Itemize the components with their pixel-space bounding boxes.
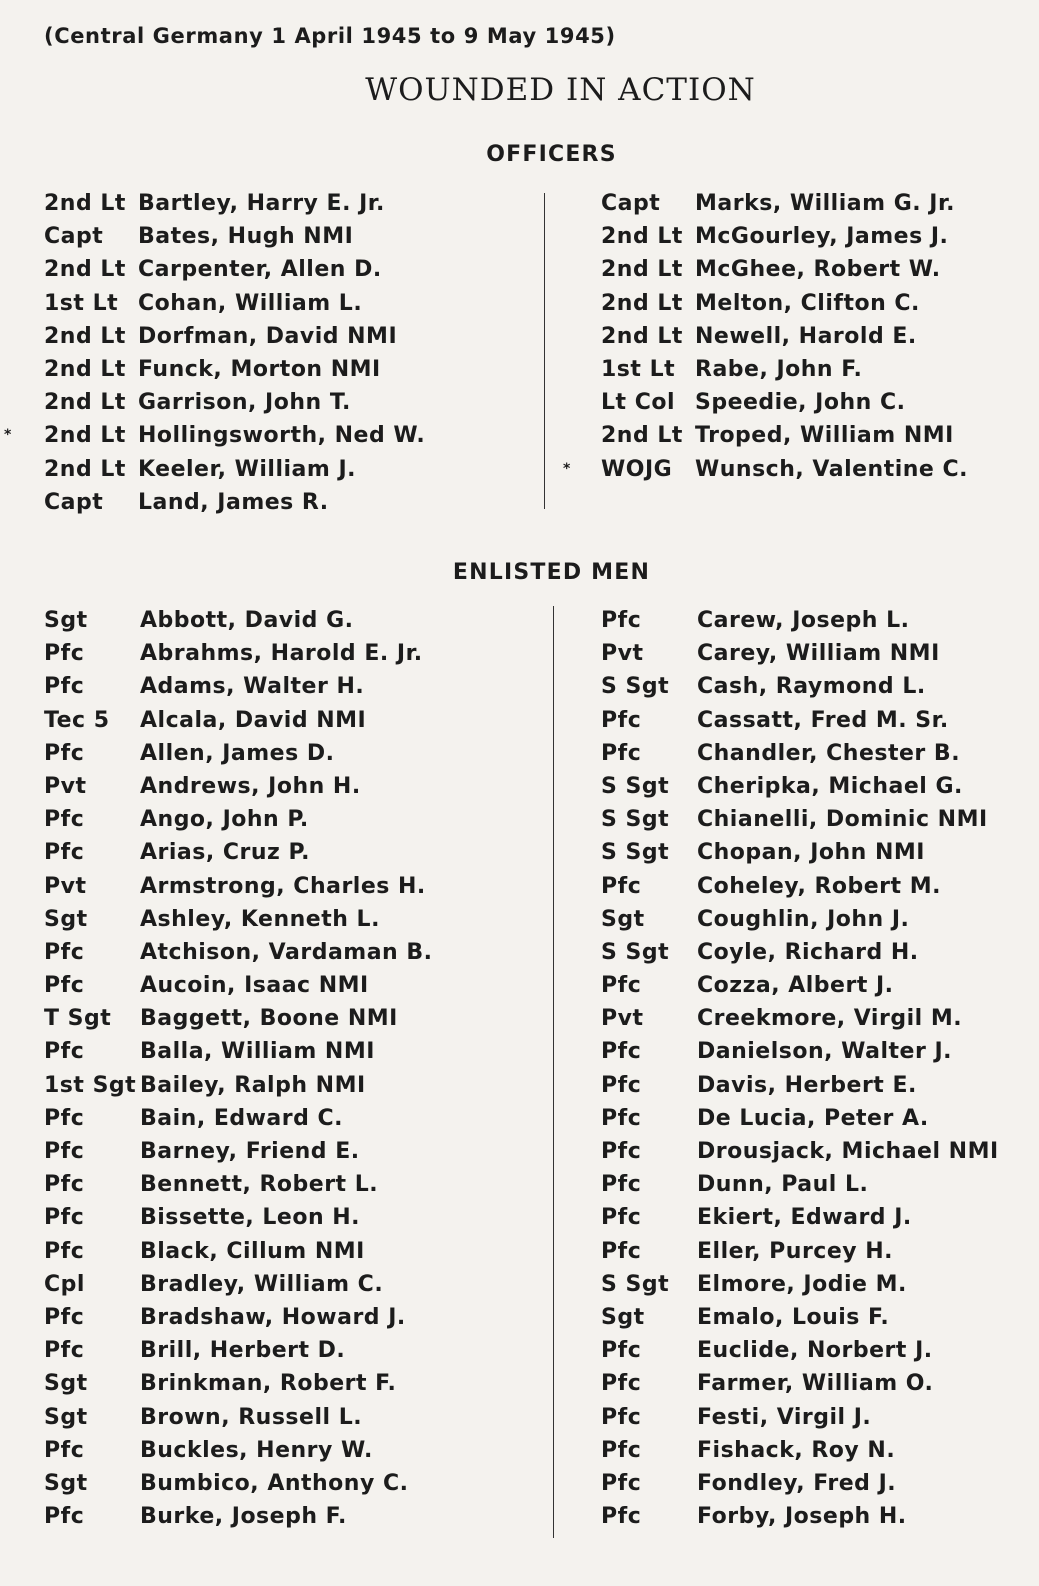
soldier-name: Chandler, Chester B. [697,740,961,766]
rank-label: S Sgt [601,773,670,799]
soldier-name: Brill, Herbert D. [140,1338,346,1364]
roster-row [44,287,504,320]
rank-label: Pfc [44,674,85,700]
roster-row [601,253,1021,286]
rank-label: Pfc [601,1105,642,1131]
roster-row [44,637,544,670]
rank-label: Sgt [44,1404,88,1430]
rank-label: Sgt [601,1304,645,1330]
roster-row [601,1301,1031,1334]
soldier-name: Speedie, John C. [695,390,906,416]
soldier-name: Land, James R. [138,489,329,515]
soldier-name: Bailey, Ralph NMI [140,1072,366,1098]
roster-row [44,903,544,936]
roster-row [44,1235,544,1268]
soldier-name: Coughlin, John J. [697,906,910,932]
soldier-name: Brown, Russell L. [140,1404,363,1430]
roster-row [44,1201,544,1234]
roster-row [44,1135,544,1168]
rank-label: Pfc [44,939,85,965]
roster-row [601,386,1021,419]
soldier-name: Elmore, Jodie M. [697,1271,907,1297]
soldier-name: McGhee, Robert W. [695,257,941,283]
soldier-name: Ango, John P. [140,807,309,833]
soldier-name: Keeler, William J. [138,456,356,482]
soldier-name: Drousjack, Michael NMI [697,1139,999,1164]
roster-row [601,803,1031,836]
rank-label: Pvt [601,1006,644,1032]
roster-row [563,453,1021,486]
soldier-name: Abrahms, Harold E. Jr. [140,641,423,667]
soldier-name: Cohan, William L. [138,290,363,316]
soldier-name: Cheripka, Michael G. [697,773,963,799]
roster-row [601,353,1021,386]
soldier-name: Coheley, Robert M. [697,873,941,899]
asterisk-marker: * [563,460,571,477]
roster-row [44,936,544,969]
rank-label: Pfc [44,1304,85,1330]
rank-label: Tec 5 [44,707,110,733]
roster-row [601,1367,1031,1400]
roster-row [44,386,504,419]
soldier-name: Carey, William NMI [697,641,940,667]
rank-label: T Sgt [44,1006,112,1032]
roster-row [44,604,544,637]
soldier-name: Funck, Morton NMI [138,356,381,382]
rank-label: S Sgt [601,1271,670,1297]
roster-row [44,1467,544,1500]
soldier-name: Garrison, John T. [138,390,351,416]
roster-row [44,1035,544,1068]
roster-row [44,737,544,770]
rank-label: Pfc [44,807,85,833]
soldier-name: Chopan, John NMI [697,840,925,866]
soldier-name: Andrews, John H. [140,773,361,799]
soldier-name: Dunn, Paul L. [697,1172,869,1198]
rank-label: Pfc [44,1039,85,1065]
soldier-name: Farmer, William O. [697,1371,934,1397]
rank-label: Pfc [601,1404,642,1430]
soldier-name: Cash, Raymond L. [697,674,926,700]
soldier-name: Bennett, Robert L. [140,1172,379,1198]
rank-label: Pfc [44,641,85,667]
rank-label: Pfc [44,840,85,866]
rank-label: Pfc [44,973,85,999]
roster-row [44,253,504,286]
enlisted-left-column [44,604,544,1533]
soldier-name: Bartley, Harry E. Jr. [138,191,385,216]
rank-label: Sgt [44,1470,88,1496]
rank-label: Pfc [601,1172,642,1198]
soldier-name: Bradley, William C. [140,1271,384,1297]
rank-label: S Sgt [601,939,670,965]
roster-row [44,704,544,737]
soldier-name: Fondley, Fred J. [697,1470,897,1496]
roster-row [44,670,544,703]
soldier-name: Carpenter, Allen D. [138,257,382,283]
roster-row [44,453,504,486]
soldier-name: Fishack, Roy N. [697,1437,896,1463]
rank-label: Pfc [44,740,85,766]
soldier-name: Bain, Edward C. [140,1105,344,1131]
rank-label: 2nd Lt [44,191,126,216]
roster-row [44,320,504,353]
rank-label: Pvt [44,873,87,899]
roster-row [601,287,1021,320]
roster-row [601,1069,1031,1102]
rank-label: Pfc [44,1437,85,1463]
officers-right-column [563,187,1021,486]
soldier-name: Carew, Joseph L. [697,608,910,633]
rank-label: 2nd Lt [601,423,683,449]
soldier-name: Davis, Herbert E. [697,1072,917,1098]
rank-label: Pfc [601,873,642,899]
soldier-name: Atchison, Vardaman B. [140,939,433,965]
rank-label: Sgt [44,608,88,633]
officers-heading: OFFICERS [486,142,617,167]
rank-label: Pfc [601,1437,642,1463]
roster-row [44,1268,544,1301]
rank-label: Pfc [44,1338,85,1364]
soldier-name: Wunsch, Valentine C. [695,456,969,482]
soldier-name: Bates, Hugh NMI [138,224,354,250]
roster-row [601,419,1021,452]
soldier-name: Danielson, Walter J. [697,1039,953,1065]
roster-row [44,836,544,869]
roster-row [44,1500,544,1533]
soldier-name: Ekiert, Edward J. [697,1205,912,1231]
roster-row [601,1268,1031,1301]
roster-row [601,187,1021,220]
roster-row [44,187,504,220]
rank-label: Pvt [44,773,87,799]
roster-row [601,903,1031,936]
roster-row [601,770,1031,803]
rank-label: Pfc [44,1238,85,1264]
soldier-name: Cassatt, Fred M. Sr. [697,707,949,733]
roster-row [44,1069,544,1102]
roster-row [601,704,1031,737]
roster-row [601,1334,1031,1367]
roster-row [44,770,544,803]
rank-label: Pvt [601,641,644,667]
rank-label: Lt Col [601,390,675,416]
rank-label: Pfc [601,608,642,633]
rank-label: Cpl [44,1271,85,1297]
roster-row [44,220,504,253]
soldier-name: Aucoin, Isaac NMI [140,973,369,999]
soldier-name: Barney, Friend E. [140,1139,360,1164]
roster-row [601,1002,1031,1035]
roster-row [601,1201,1031,1234]
page-title: WOUNDED IN ACTION [365,72,756,108]
roster-row [601,220,1021,253]
roster-row [44,870,544,903]
roster-row [601,637,1031,670]
soldier-name: Marks, William G. Jr. [695,191,956,216]
rank-label: 2nd Lt [44,257,126,283]
officers-column-divider [544,193,545,509]
rank-label: 1st Sgt [44,1072,137,1098]
rank-label: 2nd Lt [601,290,683,316]
soldier-name: Forby, Joseph H. [697,1504,907,1530]
rank-label: S Sgt [601,674,670,700]
roster-row [601,1401,1031,1434]
rank-label: Sgt [601,906,645,932]
rank-label: Pfc [44,1172,85,1198]
enlisted-right-column [601,604,1031,1533]
soldier-name: McGourley, James J. [695,224,949,250]
roster-row [601,1500,1031,1533]
rank-label: Sgt [44,906,88,932]
rank-label: 2nd Lt [601,323,683,349]
rank-label: Pfc [601,1072,642,1098]
soldier-name: Rabe, John F. [695,356,863,382]
roster-row [4,419,504,452]
soldier-name: Bumbico, Anthony C. [140,1470,409,1496]
soldier-name: Abbott, David G. [140,608,354,633]
rank-label: Capt [601,191,661,216]
soldier-name: Eller, Purcey H. [697,1238,894,1264]
roster-row [601,836,1031,869]
soldier-name: Hollingsworth, Ned W. [138,423,426,449]
soldier-name: Armstrong, Charles H. [140,873,426,899]
soldier-name: Ashley, Kenneth L. [140,906,380,932]
soldier-name: Allen, James D. [140,740,335,766]
roster-row [601,969,1031,1002]
soldier-name: Bissette, Leon H. [140,1205,361,1231]
roster-row [601,1035,1031,1068]
rank-label: Pfc [601,1139,642,1164]
roster-row [44,1168,544,1201]
rank-label: 1st Lt [601,356,676,382]
rank-label: S Sgt [601,807,670,833]
soldier-name: Chianelli, Dominic NMI [697,807,988,833]
rank-label: Pfc [601,1470,642,1496]
rank-label: Pfc [601,740,642,766]
page-subtitle: (Central Germany 1 April 1945 to 9 May 1945) [44,24,616,48]
rank-label: Pfc [601,1039,642,1065]
soldier-name: Burke, Joseph F. [140,1504,347,1530]
enlisted-column-divider [553,606,554,1538]
soldier-name: Brinkman, Robert F. [140,1371,397,1397]
roster-row [601,1467,1031,1500]
roster-row [601,670,1031,703]
soldier-name: Baggett, Boone NMI [140,1006,398,1032]
roster-row [44,1002,544,1035]
rank-label: Pfc [601,1238,642,1264]
roster-row [601,1235,1031,1268]
rank-label: Pfc [44,1504,85,1530]
soldier-name: Festi, Virgil J. [697,1404,872,1430]
soldier-name: Adams, Walter H. [140,674,365,700]
roster-row [44,1434,544,1467]
roster-row [601,1168,1031,1201]
roster-row [44,1301,544,1334]
rank-label: Sgt [44,1371,88,1397]
rank-label: 2nd Lt [44,390,126,416]
soldier-name: Creekmore, Virgil M. [697,1006,963,1032]
roster-row [44,1401,544,1434]
rank-label: 2nd Lt [44,356,126,382]
roster-row [601,870,1031,903]
rank-label: Pfc [601,1504,642,1530]
roster-row [44,1367,544,1400]
roster-row [601,737,1031,770]
rank-label: Pfc [601,707,642,733]
soldier-name: Bradshaw, Howard J. [140,1304,406,1330]
rank-label: Pfc [601,1338,642,1364]
rank-label: 1st Lt [44,290,119,316]
rank-label: Pfc [601,1371,642,1397]
rank-label: Pfc [44,1205,85,1231]
soldier-name: De Lucia, Peter A. [697,1105,929,1131]
rank-label: S Sgt [601,840,670,866]
rank-label: 2nd Lt [44,456,126,482]
soldier-name: Balla, William NMI [140,1039,375,1065]
rank-label: 2nd Lt [44,323,126,349]
roster-row [44,1334,544,1367]
roster-row [44,353,504,386]
roster-row [601,604,1031,637]
rank-label: Pfc [601,1205,642,1231]
roster-row [601,320,1021,353]
soldier-name: Cozza, Albert J. [697,973,894,999]
soldier-name: Euclide, Norbert J. [697,1338,933,1364]
rank-label: WOJG [601,456,673,482]
soldier-name: Melton, Clifton C. [695,290,920,316]
officers-left-column [4,187,504,519]
asterisk-marker: * [4,427,12,444]
soldier-name: Dorfman, David NMI [138,323,398,349]
rank-label: Pfc [44,1139,85,1164]
soldier-name: Alcala, David NMI [140,707,367,733]
rank-label: Capt [44,224,104,250]
rank-label: 2nd Lt [601,257,683,283]
roster-row [601,936,1031,969]
roster-row [601,1102,1031,1135]
soldier-name: Arias, Cruz P. [140,840,310,866]
roster-row [44,486,504,519]
roster-row [601,1434,1031,1467]
roster-row [601,1135,1031,1168]
soldier-name: Buckles, Henry W. [140,1437,373,1463]
soldier-name: Newell, Harold E. [695,323,917,349]
roster-row [44,803,544,836]
soldier-name: Emalo, Louis F. [697,1304,890,1330]
roster-row [44,1102,544,1135]
soldier-name: Black, Cillum NMI [140,1238,365,1264]
soldier-name: Coyle, Richard H. [697,939,919,965]
rank-label: 2nd Lt [44,423,126,449]
enlisted-heading: ENLISTED MEN [452,560,651,585]
rank-label: 2nd Lt [601,224,683,250]
rank-label: Capt [44,489,104,515]
soldier-name: Troped, William NMI [695,423,954,449]
roster-row [44,969,544,1002]
rank-label: Pfc [44,1105,85,1131]
rank-label: Pfc [601,973,642,999]
